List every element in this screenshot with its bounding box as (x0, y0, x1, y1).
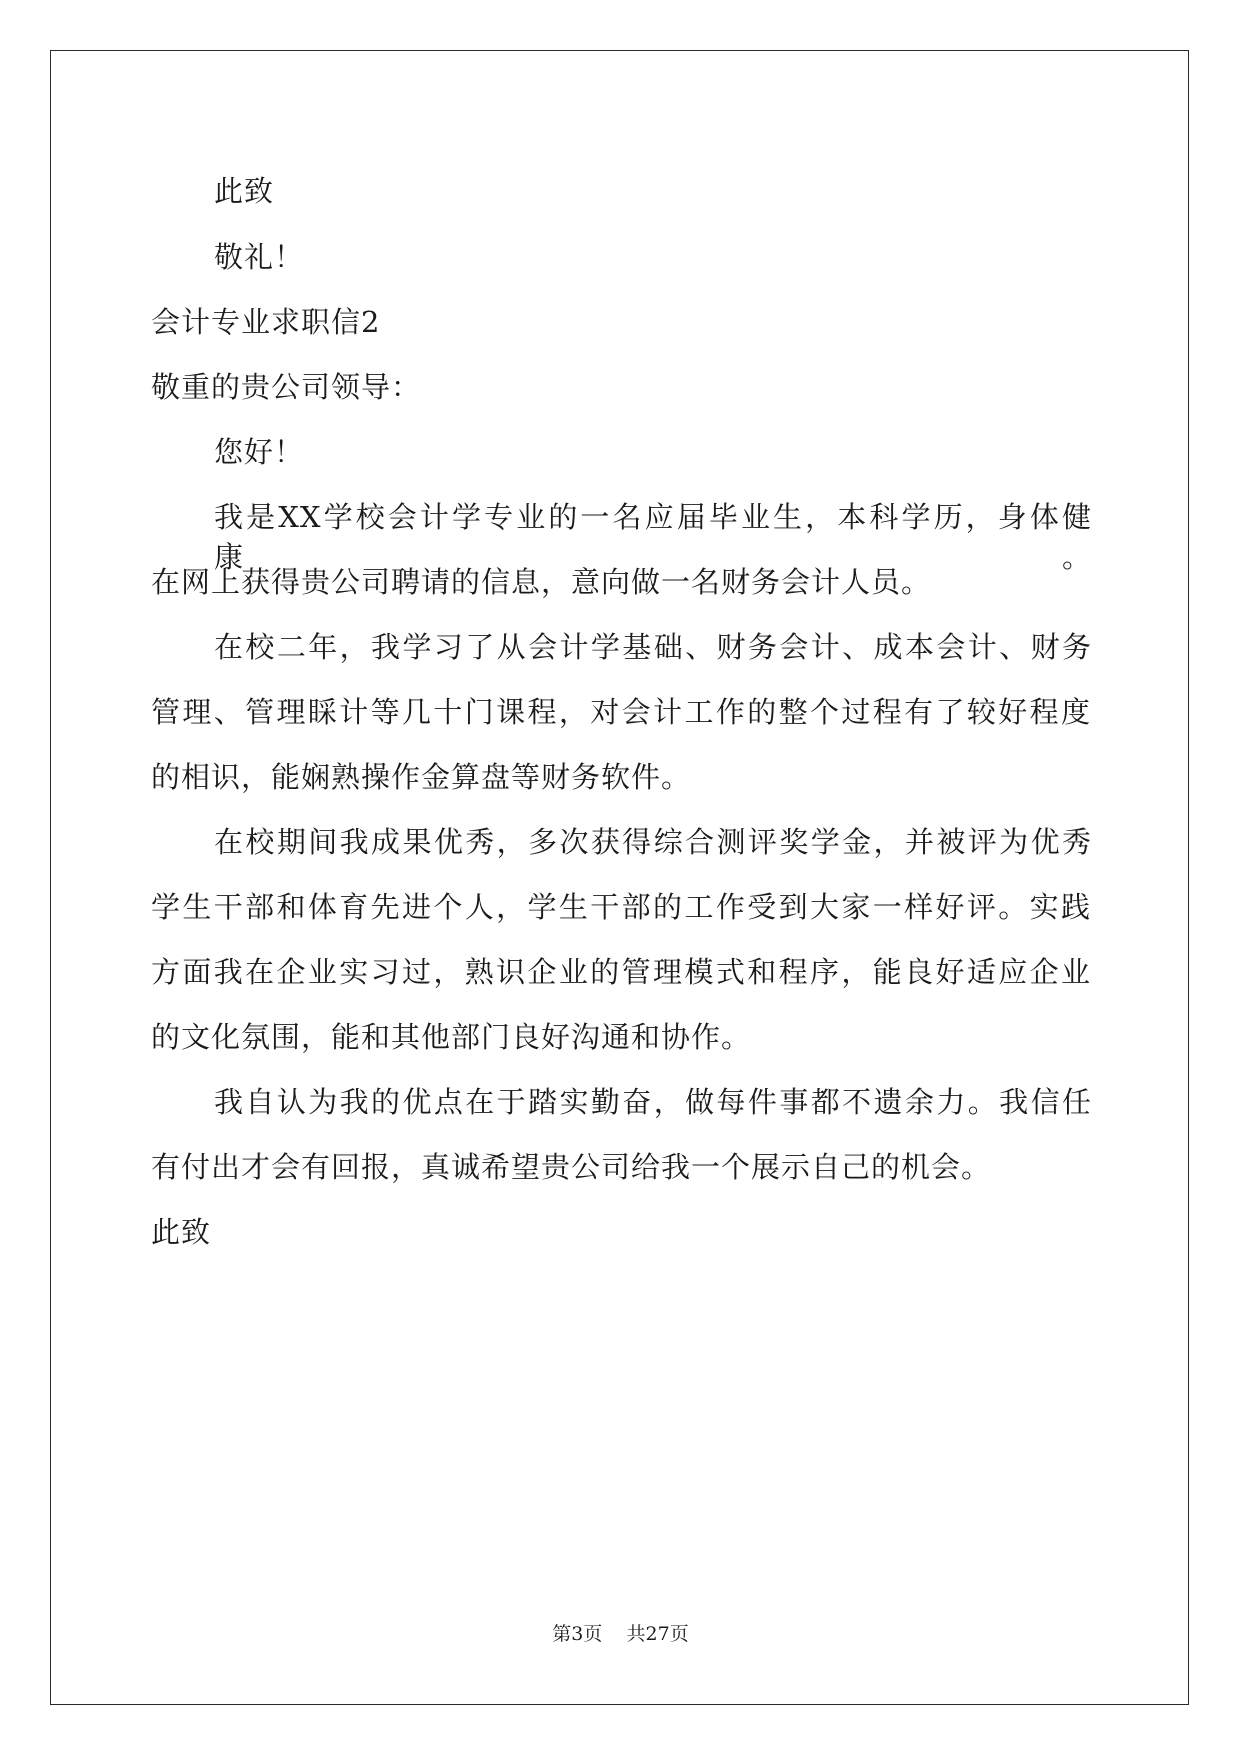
paragraph-line: 学生干部和体育先进个人，学生干部的工作受到大家一样好评。实践 (151, 890, 1091, 924)
paragraph-line: 的相识，能娴熟操作金算盘等财务软件。 (151, 760, 692, 794)
paragraph-line: 在校二年，我学习了从会计学基础、财务会计、成本会计、财务 (214, 630, 1092, 664)
paragraph-line: 管理、管理睬计等几十门课程，对会计工作的整个过程有了较好程度 (151, 695, 1091, 729)
greeting-hello: 您好！ (214, 435, 305, 469)
paragraph-line: 我自认为我的优点在于踏实勤奋，做每件事都不遗余力。我信任 (214, 1085, 1092, 1119)
page-number-footer: 第3页 共27页 (552, 1623, 689, 1645)
paragraph-line: 我是XX学校会计学专业的一名应届毕业生，本科学历，身体健康。 (214, 500, 1092, 574)
closing-line: 此致 (151, 1215, 212, 1249)
paragraph-line: 在校期间我成果优秀，多次获得综合测评奖学金，并被评为优秀 (214, 825, 1092, 859)
paragraph-line: 的文化氛围，能和其他部门良好沟通和协作。 (151, 1020, 752, 1054)
greeting-recipient: 敬重的贵公司领导： (151, 370, 422, 404)
paragraph-line: 有付出才会有回报，真诚希望贵公司给我一个展示自己的机会。 (151, 1150, 992, 1184)
closing-line: 此致 (214, 174, 275, 208)
salutation-respect: 敬礼！ (214, 240, 305, 274)
paragraph-line: 在网上获得贵公司聘请的信息，意向做一名财务会计人员。 (151, 565, 932, 599)
paragraph-line: 方面我在企业实习过，熟识企业的管理模式和程序，能良好适应企业 (151, 955, 1091, 989)
page-border (50, 50, 1189, 1705)
section-heading: 会计专业求职信2 (151, 305, 381, 339)
